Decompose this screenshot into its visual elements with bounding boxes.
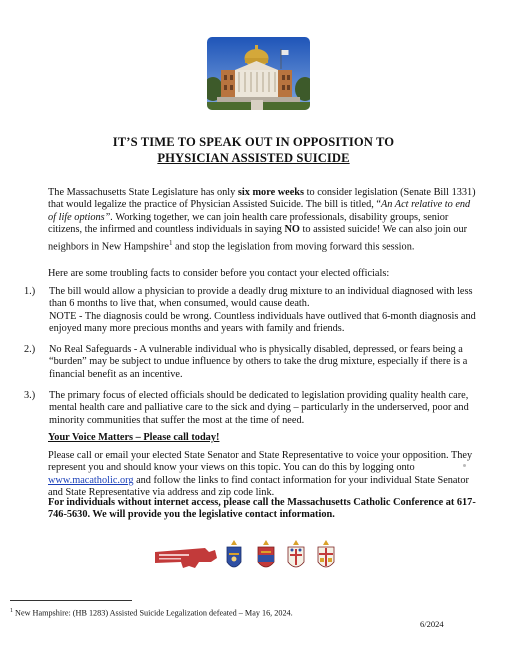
diocese-crest-icon <box>288 540 304 567</box>
facts-intro: Here are some troubling facts to consider before you contact your elected officials: <box>48 268 390 279</box>
intro-text: to assisted suicide! We can also join our neighbors in New Hampshire <box>48 224 468 253</box>
contact-note: For individuals without internet access, please call the Massachusetts Catholic Conference at 617-746-5630. We will provide you the legislative contact information. <box>48 497 476 521</box>
voice-text: Please call or email your elected State Senator and State Representative to voice your opposition. They represent you and should know your views on this topic. You can do this by logging onto <box>48 450 473 474</box>
fact-number: 3.) <box>24 390 36 401</box>
title-line-2: PHYSICIAN ASSISTED SUICIDE <box>157 150 350 165</box>
diocese-crest-icon <box>318 540 334 567</box>
fact-number: 2.) <box>24 344 36 355</box>
footnote-text: New Hampshire: (HB 1283) Assisted Suicide Legalization defeated – May 16, 2024. <box>13 608 293 618</box>
title-line-1: IT’S TIME TO SPEAK OUT IN OPPOSITION TO <box>112 135 395 149</box>
fact-number: 1.) <box>24 286 36 297</box>
intro-paragraph <box>48 187 478 253</box>
bill-title: An Act relative to end of life options”. <box>48 199 471 223</box>
footnote-marker: 1 <box>10 608 13 614</box>
intro-text: Working together, we can join health care professionals, disability groups, senior citizens, the infirmed and countless individuals in saying <box>48 211 449 236</box>
diocese-crest-icon <box>258 540 274 567</box>
voice-paragraph <box>48 450 478 500</box>
fact-text: The bill would allow a physician to provide a deadly drug mixture to an individual diagnosed with less than 6 months to live that, when consumed, would cause death. <box>49 286 473 310</box>
voice-text: and follow the links to find contact information for your individual State Senator and State Representative via address and zip code link. <box>48 474 469 499</box>
intro-text: The Massachusetts State Legislature has only <box>48 187 238 198</box>
mcc-logo-icon <box>155 548 217 568</box>
fact-item-2 <box>24 344 479 381</box>
no-emphasis: NO <box>284 224 300 236</box>
footnote <box>10 606 430 619</box>
fact-item-3 <box>24 390 479 427</box>
footnote-divider <box>10 600 132 601</box>
macatholic-link[interactable]: www.macatholic.org <box>48 474 134 486</box>
voice-heading: Your Voice Matters – Please call today! <box>48 432 220 443</box>
fact-note: NOTE - The diagnosis could be wrong. Countless individuals have outlived that 6-month diagnosis and enjoyed many more precious months and years with family and friends. <box>49 310 476 335</box>
page-title <box>40 135 467 166</box>
fact-item-1 <box>24 286 479 336</box>
fact-text: The primary focus of elected officials should be dedicated to legislation providing quality health care, mental health care and palliative care to the sick and dying – particularly in the underserved, poor and minority communities that suffer the most at the time of need. <box>49 390 469 426</box>
diocese-logos <box>153 538 353 584</box>
document-date: 6/2024 <box>420 619 444 629</box>
footnote-ref: 1 <box>168 238 173 247</box>
six-more-weeks: six more weeks <box>237 187 305 198</box>
state-house-photo <box>207 37 310 110</box>
archdiocese-crest-icon <box>227 540 241 567</box>
intro-text: and stop the legislation from moving forward this session. <box>172 241 415 253</box>
scan-speck <box>463 464 466 467</box>
fact-text: No Real Safeguards - A vulnerable individual who is physically disabled, depressed, or fears being a “burden” may be subject to undue influence by others to take the drug mixture, especially if there is a financial benefit as an incentive. <box>49 344 468 380</box>
intro-text: to consider legislation (Senate Bill 1331) that would legalize the practice of Physician Assisted Suicide. The bill is titled, “ <box>48 187 476 211</box>
